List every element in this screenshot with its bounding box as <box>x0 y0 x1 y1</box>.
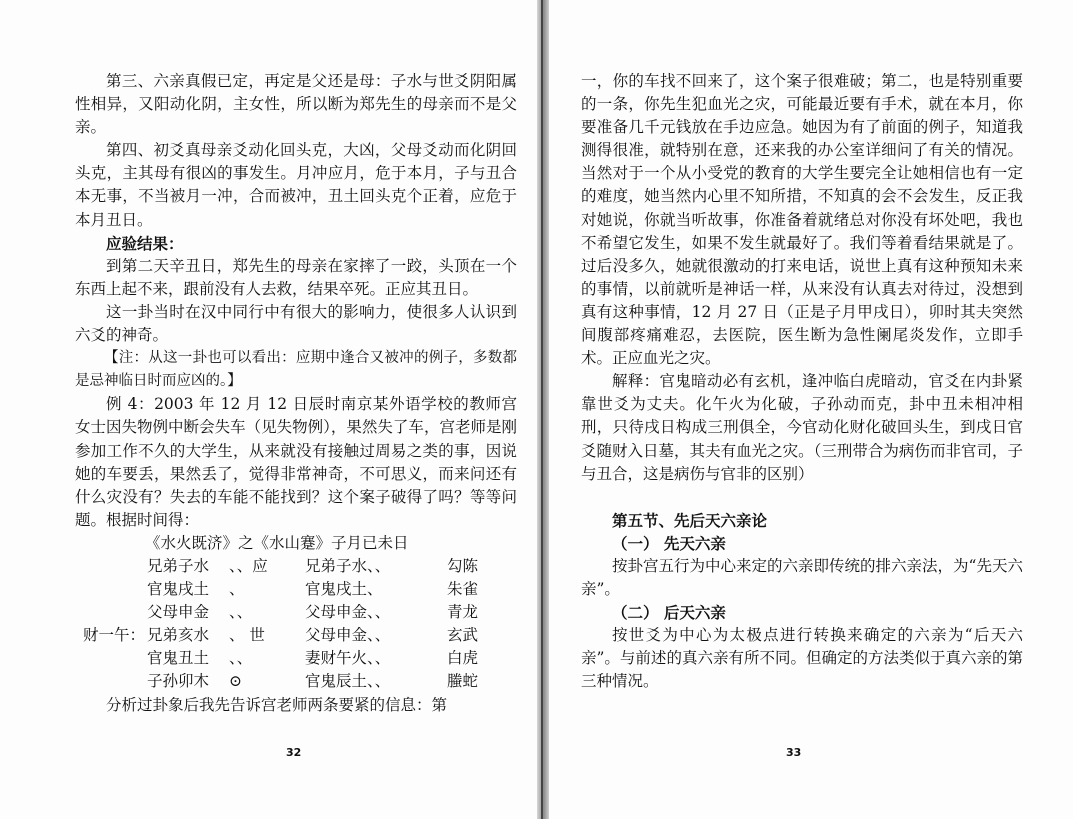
hexagram-row <box>75 624 507 647</box>
paragraph: 第四、初爻真母亲爻动化回头克，大凶，父母爻动而化阴回头克，主其母有很凶的事发生。月冲应月，危于本月，子与丑合本无事，不当被月一冲，合而被冲，丑土回头克个正着，应危于本月丑日。 <box>75 141 517 229</box>
hexagram-row <box>75 555 507 578</box>
note-paragraph: 【注：从这一卦也可以看出：应期中逢合又被冲的例子，多数都是忌神临日时而应凶的。】 <box>75 350 517 390</box>
hexagram-cell: 螣蛇 <box>447 672 479 691</box>
hexagram-cell: 官鬼丑土 <box>147 649 210 668</box>
hexagram-cell: 青龙 <box>447 603 479 622</box>
hexagram-cell <box>75 601 147 624</box>
hexagram-cell: 子孙卯木 <box>147 672 210 691</box>
book-gutter <box>537 0 549 819</box>
paragraph: 按卦宫五行为中心来定的六亲即传统的排六亲法，为“先天六亲”。 <box>581 556 1023 598</box>
hexagram-cell: ⊙ <box>229 672 242 691</box>
hexagram-row <box>75 670 507 693</box>
hexagram-cell: 兄弟子水 <box>147 556 210 575</box>
hexagram-cell: 勾陈 <box>447 556 479 575</box>
hexagram-cell: 官鬼戌土 <box>147 580 210 599</box>
hexagram-cell: 、、 <box>367 626 391 645</box>
paragraph: 到第二天辛丑日，郑先生的母亲在家摔了一跤，头顶在一个东西上起不来，跟前没有人去救，结果卒死。正应其丑日。 <box>75 256 517 298</box>
hexagram-cell: 兄弟亥水 <box>147 626 210 645</box>
hexagram-row <box>75 647 507 670</box>
section-heading: 第五节、先后天六亲论 <box>612 510 768 530</box>
paragraph: 分析过卦象后我先告诉宫老师两条要紧的信息：第 <box>106 695 448 714</box>
hexagram-cell <box>75 555 147 578</box>
paragraph: 例 4：2003 年 12 月 12 日辰时南京某外语学校的教师宫女士因失物例中断会失车（见失物例），果然失了车，宫老师是刚参加工作不久的大学生，从来就没有接触过周易之类的事，因说她的车要丢，果然丢了，觉得非常神奇，不可思义，而来问还有什么灾没有？失去的车能不能找到？这个案子破得了吗？等等问题。根据时间得： <box>75 395 517 529</box>
hexagram-cell: 妻财午火 <box>305 649 368 668</box>
hexagram-cell <box>75 670 147 693</box>
hexagram-cell: 、、 <box>367 603 391 622</box>
hexagram-table <box>75 555 507 694</box>
hexagram-cell: 、、 <box>367 672 391 691</box>
hexagram-row <box>75 601 507 624</box>
hexagram-cell: 白虎 <box>447 649 479 668</box>
paragraph: 这一卦当时在汉中同行中有很大的影响力，使很多人认识到六爻的神奇。 <box>75 302 517 345</box>
hexagram-cell: 官鬼辰土 <box>305 672 368 691</box>
hexagram-cell <box>75 647 147 670</box>
hexagram-cell: 、、 <box>229 649 253 668</box>
hexagram-cell: 父母申金 <box>305 603 368 622</box>
paragraph: 解释：官鬼暗动必有玄机，逢冲临白虎暗动，官爻在内卦紧靠世爻为丈夫。化午火为化破，子孙动而克，卦中丑未相冲相刑，只待戌日构成三刑俱全，今官动化财化破回头生，到戌日官爻随财入日墓，其夫有血光之灾。（三刑带合为病伤而非官司，子与丑合，这是病伤与官非的区别） <box>581 372 1023 483</box>
hexagram-cell: 、、 <box>367 649 391 668</box>
hexagram-cell: 、、 <box>367 556 391 575</box>
right-page <box>549 0 1073 819</box>
section-subheading: 应验结果： <box>106 233 184 253</box>
hexagram-cell: 父母申金 <box>147 603 210 622</box>
subsection-heading: （二） 后天六亲 <box>612 603 726 623</box>
page-number: 33 <box>786 746 802 759</box>
hexagram-cell: 、 <box>229 580 245 599</box>
right-text-block <box>581 70 1023 693</box>
hexagram-title: 《水火既济》之《水山蹇》子月已未日 <box>145 533 409 552</box>
hexagram-cell: 、、应 <box>229 556 268 575</box>
hexagram-cell: 玄武 <box>447 626 479 645</box>
gutter-line <box>541 0 543 819</box>
paragraph: 一，你的车找不回来了，这个案子很难破；第二，也是特别重要的一条，你先生犯血光之灾，可能最近要有手术，就在本月，你要准备几千元钱放在手边应急。她因为有了前面的例子，知道我测得很准，就特别在意，还来我的办公室详细问了有关的情况。当然对于一个从小受党的教育的大学生要完全让她相信也有一定的难度，她当然内心里不知所措，不知真的会不会发生，反正我对她说，你就当听故事，你准备着就绪总对你没有坏处吧，我也不希望它发生，如果不发生就最好了。我们等着看结果就是了。过后没多久，她就很激动的打来电话，说世上真有这种预知未来的事情，以前就听是神话一样，从来没有认真去对待过，没想到真有这种事情，12 月 27 日（正是子月甲戌日），卯时其夫突然间腹部疼痛难忍，去医院，医生断为急性阑尾炎发作，立即手术。正应血光之灾。 <box>581 72 1023 368</box>
hexagram-cell: 、 <box>367 580 383 599</box>
hexagram-cell: 、 世 <box>229 626 265 645</box>
subsection-heading: （一） 先天六亲 <box>612 533 726 553</box>
hexagram-cell: 兄弟子水 <box>305 556 368 575</box>
hexagram-cell: 、、 <box>229 603 253 622</box>
page-number: 32 <box>286 746 302 759</box>
section-gap <box>581 486 1023 509</box>
hexagram-cell: 官鬼戌土 <box>305 580 368 599</box>
hexagram-cell: 财一午： <box>82 626 145 645</box>
hexagram-row <box>75 578 507 601</box>
hexagram-cell: 父母申金 <box>305 626 368 645</box>
paragraph: 第三、六亲真假已定，再定是父还是母：子水与世爻阴阳属性相异，又阳动化阴，主女性，所以断为郑先生的母亲而不是父亲。 <box>75 72 517 137</box>
left-text-block <box>75 70 517 717</box>
hexagram-cell: 朱雀 <box>447 580 479 599</box>
paragraph: 按世爻为中心为太极点进行转换来确定的六亲为“后天六亲”。与前述的真六亲有所不同。但确定的方法类似于真六亲的第三种情况。 <box>581 626 1023 691</box>
hexagram-cell <box>75 578 147 601</box>
